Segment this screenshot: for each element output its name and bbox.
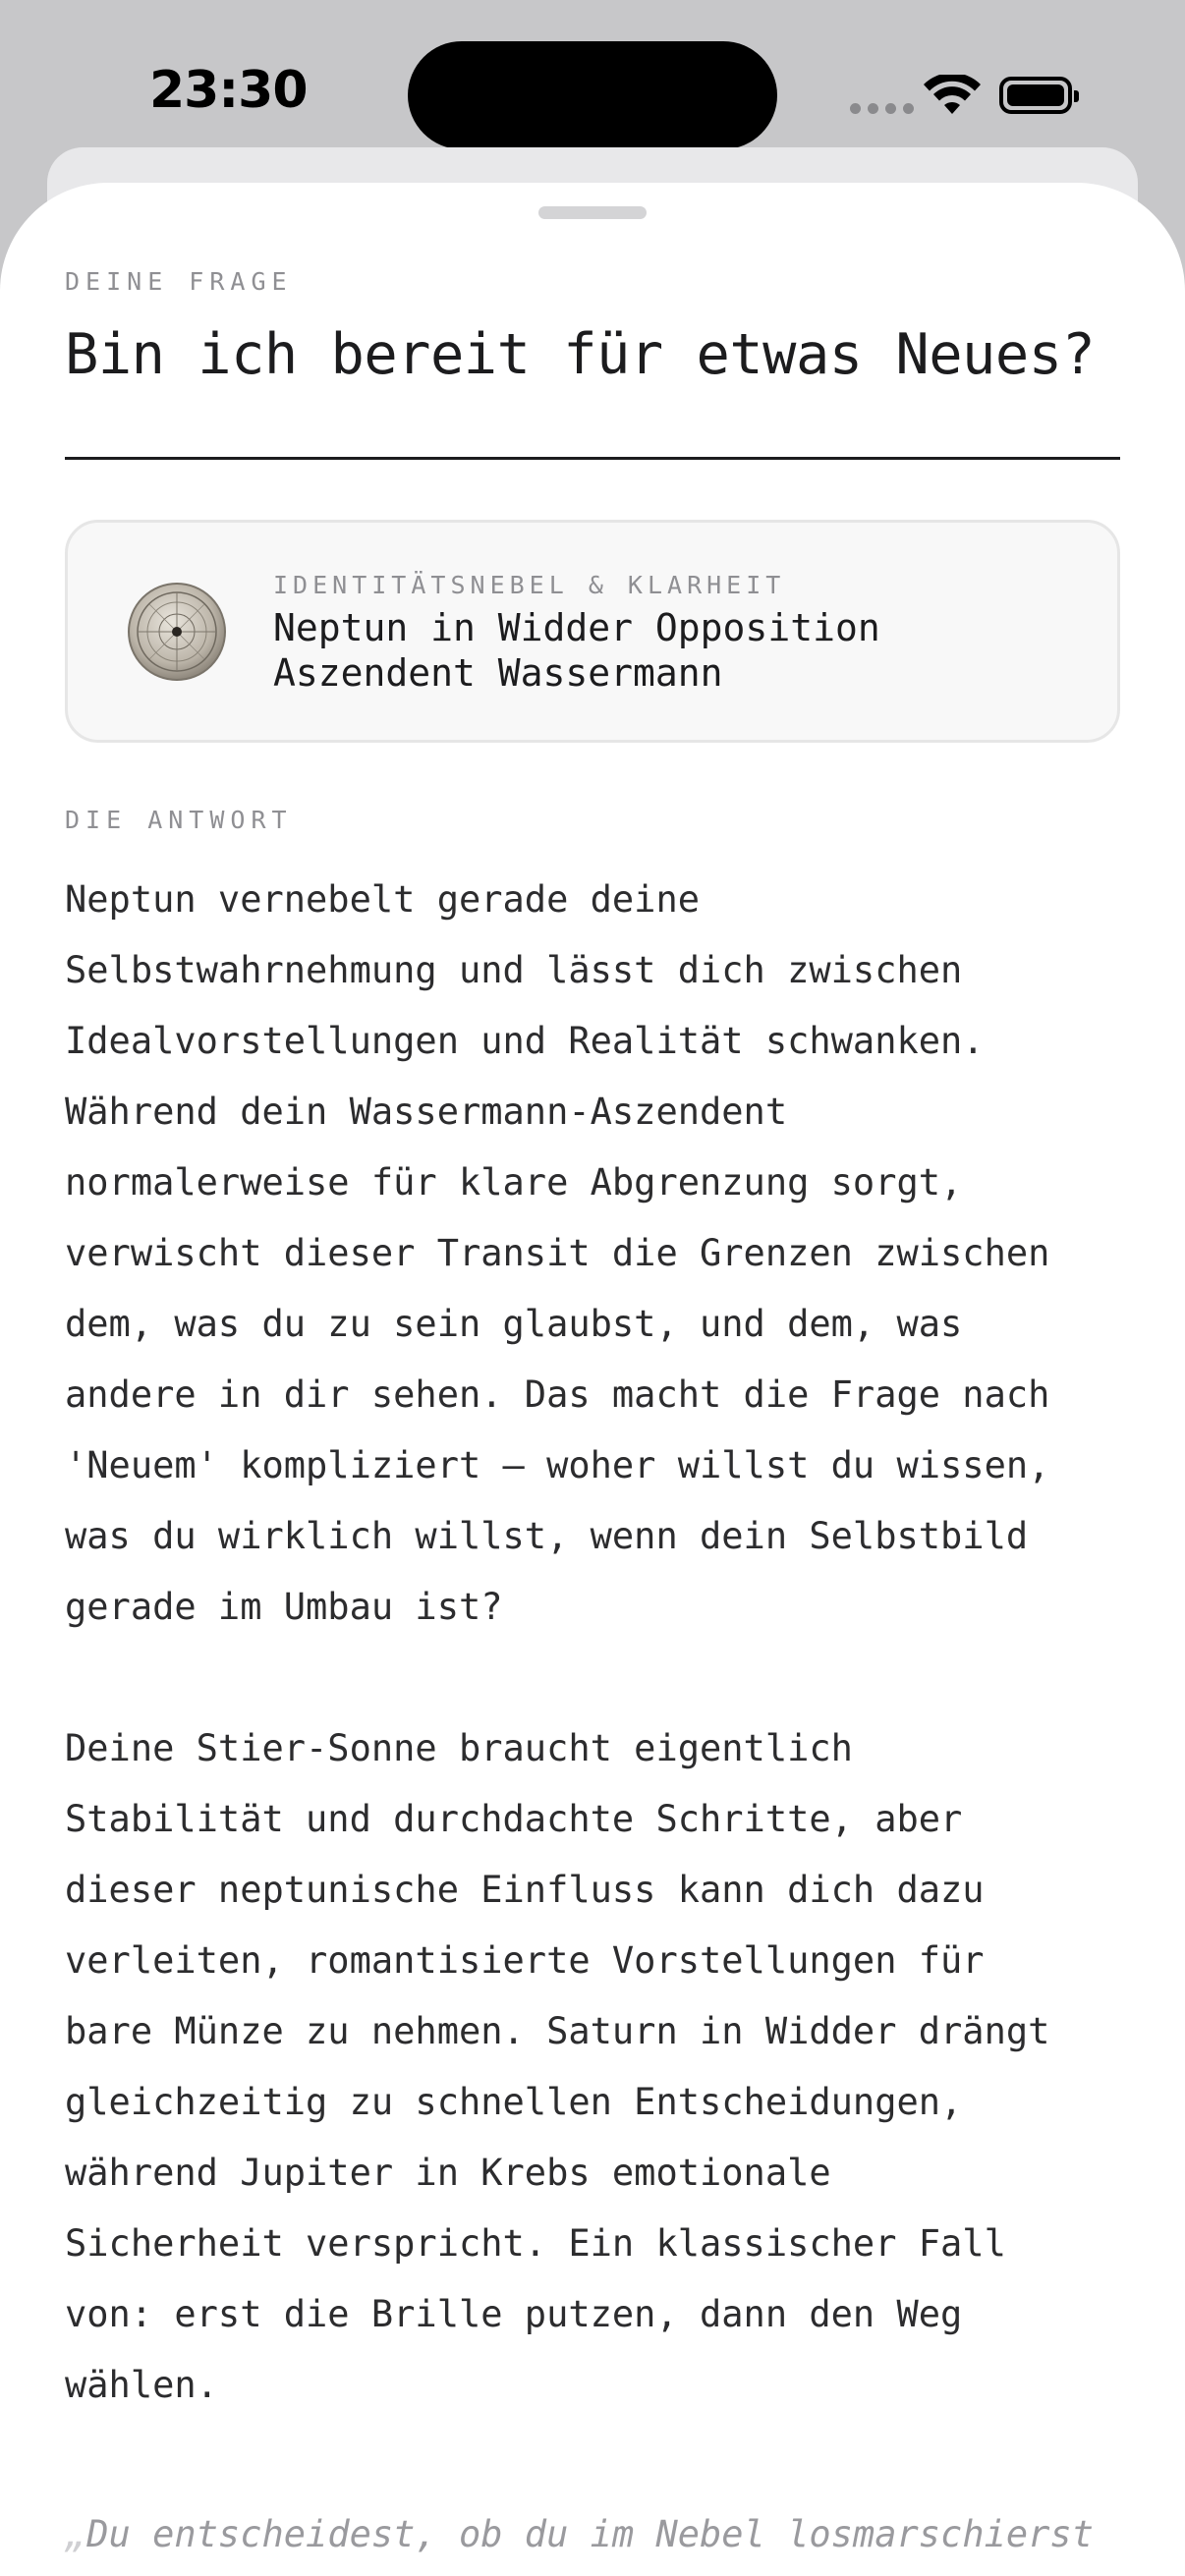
answer-sheet[interactable] xyxy=(0,183,1185,2576)
answer-line: andere in dir sehen. Das macht die Frage nach xyxy=(65,1373,1050,1416)
wifi-icon xyxy=(924,75,981,116)
divider xyxy=(65,457,1120,460)
status-time: 23:30 xyxy=(149,61,308,120)
question-text: Bin ich bereit für etwas Neues? xyxy=(65,322,1096,387)
answer-line: normalerweise für klare Abgrenzung sorgt, xyxy=(65,1161,963,1204)
answer-line: Sicherheit verspricht. Ein klassischer Fall xyxy=(65,2222,1006,2265)
closing-quote xyxy=(65,2499,1136,2570)
dynamic-island xyxy=(408,41,777,149)
answer-line: während Jupiter in Krebs emotionale xyxy=(65,2152,831,2194)
answer-line: Neptun vernebelt gerade deine xyxy=(65,878,701,921)
answer-line: Deine Stier-Sonne braucht eigentlich xyxy=(65,1727,853,1769)
answer-line: verwischt dieser Transit die Grenzen zwischen xyxy=(65,1232,1050,1274)
battery-icon xyxy=(999,77,1072,114)
answer-line: bare Münze zu nehmen. Saturn in Widder drängt xyxy=(65,2010,1050,2052)
answer-label: DIE ANTWORT xyxy=(65,806,293,834)
question-label: DEINE FRAGE xyxy=(65,267,293,296)
transit-title: Neptun in Widder Opposition Aszendent Wassermann xyxy=(273,606,880,695)
transit-card[interactable] xyxy=(65,520,1120,743)
answer-line: 'Neuem' kompliziert – woher willst du wissen, xyxy=(65,1444,1050,1486)
answer-line: gerade im Umbau ist? xyxy=(65,1586,503,1628)
answer-line: von: erst die Brille putzen, dann den Weg xyxy=(65,2293,963,2335)
astrolabe-medallion-icon xyxy=(127,582,227,682)
sheet-grabber-handle[interactable] xyxy=(538,206,647,219)
transit-theme-label: IDENTITÄTSNEBEL & KLARHEIT xyxy=(273,571,786,599)
answer-line: dieser neptunische Einfluss kann dich dazu xyxy=(65,1869,985,1911)
answer-text xyxy=(65,865,1146,2421)
answer-line: gleichzeitig zu schnellen Entscheidungen, xyxy=(65,2081,963,2123)
answer-line: wählen. xyxy=(65,2364,218,2406)
answer-line: Idealvorstellungen und Realität schwanken. xyxy=(65,1020,985,1062)
quote-open-mark: „ xyxy=(65,2513,87,2555)
answer-line: was du wirklich willst, wenn dein Selbstbild xyxy=(65,1515,1029,1557)
answer-line: Stabilität und durchdachte Schritte, aber xyxy=(65,1798,963,1840)
answer-line: Selbstwahrnehmung und lässt dich zwischen xyxy=(65,949,963,991)
quote-text: Du entscheidest, ob du im Nebel losmarschierst xyxy=(86,2513,1094,2555)
answer-line: Während dein Wassermann-Aszendent xyxy=(65,1091,788,1133)
answer-line: dem, was du zu sein glaubst, und dem, was xyxy=(65,1303,963,1345)
paragraph-gap xyxy=(65,1643,1146,1713)
cellular-dots-icon xyxy=(850,103,914,114)
answer-line: verleiten, romantisierte Vorstellungen für xyxy=(65,1939,985,1982)
